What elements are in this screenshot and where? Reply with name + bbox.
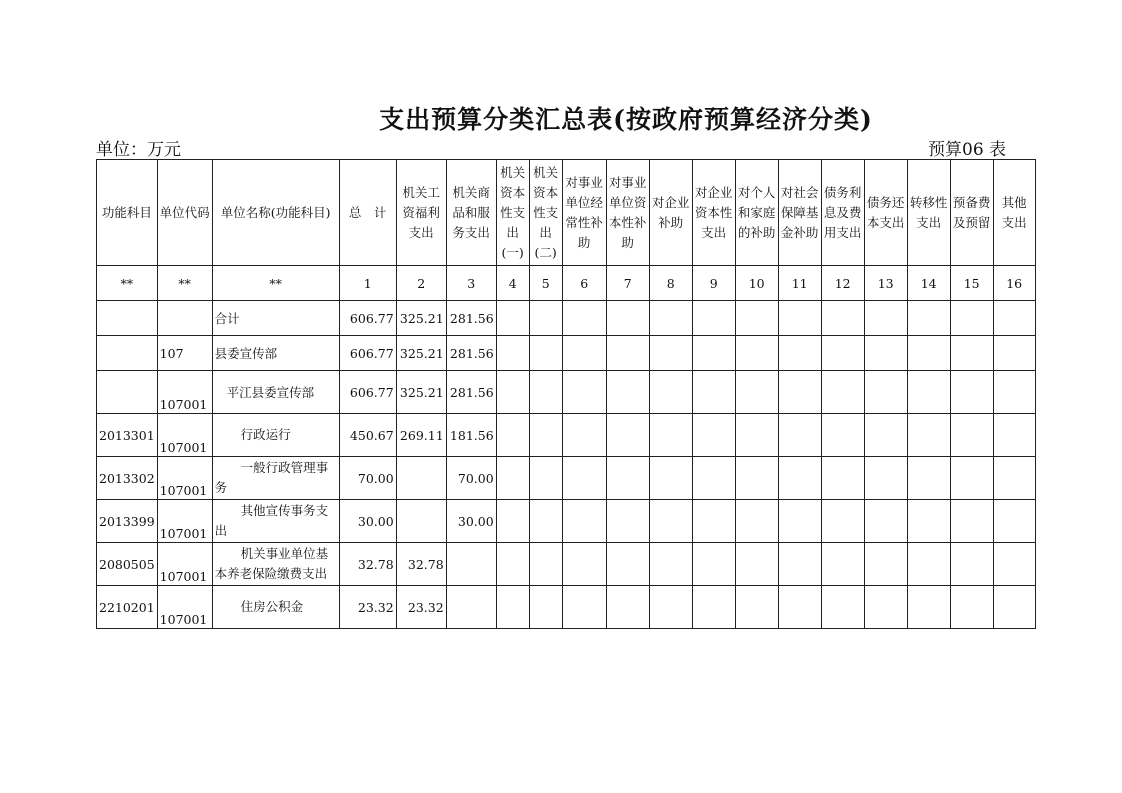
wages-cell [396, 500, 446, 543]
empty-cell [735, 301, 778, 336]
empty-cell [864, 301, 907, 336]
index-cell: 3 [446, 266, 496, 301]
empty-cell [529, 301, 562, 336]
empty-cell [950, 336, 993, 371]
column-header: 债务还本支出 [864, 160, 907, 266]
empty-cell [606, 457, 649, 500]
empty-cell [950, 500, 993, 543]
empty-cell [778, 414, 821, 457]
empty-cell [562, 371, 606, 414]
empty-cell [649, 371, 692, 414]
empty-cell [907, 301, 950, 336]
empty-cell [778, 457, 821, 500]
column-header: 总 计 [339, 160, 396, 266]
budget-table [96, 159, 1036, 629]
index-cell: 15 [950, 266, 993, 301]
empty-cell [649, 301, 692, 336]
total-cell: 450.67 [339, 414, 396, 457]
empty-cell [606, 301, 649, 336]
index-cell: 8 [649, 266, 692, 301]
empty-cell [735, 457, 778, 500]
empty-cell [562, 414, 606, 457]
empty-cell [778, 371, 821, 414]
goods-services-cell: 281.56 [446, 371, 496, 414]
function-code-cell [97, 336, 158, 371]
table-row [97, 543, 1036, 586]
index-cell: 6 [562, 266, 606, 301]
unit-label: 单位：万元 [96, 140, 181, 160]
index-cell: 2 [396, 266, 446, 301]
empty-cell [496, 301, 529, 336]
goods-services-cell: 281.56 [446, 301, 496, 336]
unit-code-cell: 107001 [157, 586, 212, 629]
empty-cell [778, 336, 821, 371]
column-header: 其他支出 [993, 160, 1035, 266]
header-row [97, 160, 1036, 266]
empty-cell [735, 336, 778, 371]
function-code-cell: 2080505 [97, 543, 158, 586]
index-cell: 9 [692, 266, 735, 301]
unit-name-cell: 住房公积金 [212, 586, 339, 629]
unit-code-cell [157, 301, 212, 336]
empty-cell [606, 336, 649, 371]
empty-cell [950, 414, 993, 457]
empty-cell [692, 414, 735, 457]
column-header: 机关工资福利支出 [396, 160, 446, 266]
empty-cell [496, 500, 529, 543]
column-header: 对事业单位经常性补助 [562, 160, 606, 266]
index-cell: 12 [821, 266, 864, 301]
goods-services-cell [446, 586, 496, 629]
empty-cell [907, 457, 950, 500]
empty-cell [821, 336, 864, 371]
goods-services-cell: 281.56 [446, 336, 496, 371]
column-header: 机关资本性支出(二) [529, 160, 562, 266]
empty-cell [864, 457, 907, 500]
empty-cell [778, 586, 821, 629]
empty-cell [496, 371, 529, 414]
column-header: 预备费及预留 [950, 160, 993, 266]
table-row [97, 371, 1036, 414]
unit-code-cell: 107001 [157, 371, 212, 414]
empty-cell [496, 336, 529, 371]
table-row [97, 586, 1036, 629]
empty-cell [496, 586, 529, 629]
empty-cell [778, 301, 821, 336]
index-cell: 1 [339, 266, 396, 301]
total-cell: 606.77 [339, 336, 396, 371]
column-header: 机关资本性支出(一) [496, 160, 529, 266]
empty-cell [950, 457, 993, 500]
index-cell: ** [212, 266, 339, 301]
function-code-cell: 2013301 [97, 414, 158, 457]
empty-cell [993, 336, 1035, 371]
index-cell: 7 [606, 266, 649, 301]
empty-cell [950, 371, 993, 414]
empty-cell [529, 371, 562, 414]
empty-cell [692, 301, 735, 336]
empty-cell [778, 500, 821, 543]
index-cell: 13 [864, 266, 907, 301]
total-cell: 70.00 [339, 457, 396, 500]
unit-code-cell: 107 [157, 336, 212, 371]
empty-cell [606, 414, 649, 457]
empty-cell [692, 500, 735, 543]
empty-cell [496, 543, 529, 586]
function-code-cell [97, 301, 158, 336]
column-header: 债务利息及费用支出 [821, 160, 864, 266]
empty-cell [950, 586, 993, 629]
empty-cell [735, 543, 778, 586]
empty-cell [864, 414, 907, 457]
column-header: 对社会保障基金补助 [778, 160, 821, 266]
wages-cell: 325.21 [396, 371, 446, 414]
empty-cell [993, 414, 1035, 457]
empty-cell [692, 336, 735, 371]
page-title: 支出预算分类汇总表(按政府预算经济分类) [379, 105, 873, 134]
unit-name-cell: 机关事业单位基本养老保险缴费支出 [212, 543, 339, 586]
total-cell: 606.77 [339, 371, 396, 414]
empty-cell [649, 543, 692, 586]
empty-cell [907, 500, 950, 543]
total-cell: 30.00 [339, 500, 396, 543]
empty-cell [735, 414, 778, 457]
empty-cell [649, 414, 692, 457]
empty-cell [529, 336, 562, 371]
empty-cell [778, 543, 821, 586]
empty-cell [821, 543, 864, 586]
index-cell: 11 [778, 266, 821, 301]
goods-services-cell: 70.00 [446, 457, 496, 500]
empty-cell [649, 457, 692, 500]
empty-cell [821, 301, 864, 336]
index-cell: 10 [735, 266, 778, 301]
empty-cell [562, 301, 606, 336]
empty-cell [529, 500, 562, 543]
empty-cell [562, 543, 606, 586]
unit-code-cell: 107001 [157, 457, 212, 500]
function-code-cell: 2013302 [97, 457, 158, 500]
empty-cell [864, 336, 907, 371]
index-cell: 16 [993, 266, 1035, 301]
wages-cell: 32.78 [396, 543, 446, 586]
empty-cell [692, 457, 735, 500]
table-row [97, 457, 1036, 500]
total-cell: 23.32 [339, 586, 396, 629]
unit-name-cell: 一般行政管理事务 [212, 457, 339, 500]
column-header: 单位代码 [157, 160, 212, 266]
empty-cell [821, 457, 864, 500]
empty-cell [907, 371, 950, 414]
goods-services-cell: 30.00 [446, 500, 496, 543]
empty-cell [993, 586, 1035, 629]
empty-cell [529, 543, 562, 586]
empty-cell [950, 543, 993, 586]
empty-cell [821, 371, 864, 414]
empty-cell [993, 371, 1035, 414]
function-code-cell [97, 371, 158, 414]
empty-cell [735, 371, 778, 414]
unit-name-cell: 县委宣传部 [212, 336, 339, 371]
column-header: 单位名称(功能科目) [212, 160, 339, 266]
table-body [97, 301, 1036, 629]
empty-cell [993, 500, 1035, 543]
empty-cell [950, 301, 993, 336]
empty-cell [907, 586, 950, 629]
empty-cell [907, 336, 950, 371]
empty-cell [529, 457, 562, 500]
function-code-cell: 2013399 [97, 500, 158, 543]
column-header: 功能科目 [97, 160, 158, 266]
goods-services-cell: 181.56 [446, 414, 496, 457]
table-row [97, 301, 1036, 336]
empty-cell [692, 586, 735, 629]
column-header: 对企业资本性支出 [692, 160, 735, 266]
unit-code-cell: 107001 [157, 500, 212, 543]
empty-cell [562, 586, 606, 629]
table-number: 预算06 表 [928, 140, 1007, 160]
unit-code-cell: 107001 [157, 414, 212, 457]
unit-name-cell: 行政运行 [212, 414, 339, 457]
wages-cell [396, 457, 446, 500]
unit-code-cell: 107001 [157, 543, 212, 586]
empty-cell [649, 500, 692, 543]
empty-cell [864, 371, 907, 414]
wages-cell: 325.21 [396, 336, 446, 371]
index-cell: ** [97, 266, 158, 301]
empty-cell [864, 543, 907, 586]
wages-cell: 325.21 [396, 301, 446, 336]
index-cell: ** [157, 266, 212, 301]
index-cell: 4 [496, 266, 529, 301]
table-row [97, 414, 1036, 457]
index-cell: 14 [907, 266, 950, 301]
wages-cell: 23.32 [396, 586, 446, 629]
empty-cell [649, 586, 692, 629]
empty-cell [562, 336, 606, 371]
empty-cell [606, 586, 649, 629]
empty-cell [864, 500, 907, 543]
empty-cell [606, 543, 649, 586]
empty-cell [821, 500, 864, 543]
empty-cell [496, 414, 529, 457]
column-header: 转移性支出 [907, 160, 950, 266]
column-header: 对个人和家庭的补助 [735, 160, 778, 266]
empty-cell [735, 500, 778, 543]
goods-services-cell [446, 543, 496, 586]
column-header: 机关商品和服务支出 [446, 160, 496, 266]
empty-cell [606, 371, 649, 414]
unit-name-cell: 合计 [212, 301, 339, 336]
table-row [97, 500, 1036, 543]
empty-cell [649, 336, 692, 371]
empty-cell [562, 500, 606, 543]
empty-cell [864, 586, 907, 629]
empty-cell [993, 301, 1035, 336]
total-cell: 606.77 [339, 301, 396, 336]
empty-cell [821, 586, 864, 629]
empty-cell [821, 414, 864, 457]
empty-cell [496, 457, 529, 500]
empty-cell [562, 457, 606, 500]
empty-cell [529, 586, 562, 629]
empty-cell [692, 371, 735, 414]
empty-cell [735, 586, 778, 629]
index-cell: 5 [529, 266, 562, 301]
empty-cell [907, 414, 950, 457]
wages-cell: 269.11 [396, 414, 446, 457]
empty-cell [692, 543, 735, 586]
empty-cell [993, 543, 1035, 586]
total-cell: 32.78 [339, 543, 396, 586]
unit-name-cell: 其他宣传事务支出 [212, 500, 339, 543]
empty-cell [993, 457, 1035, 500]
empty-cell [606, 500, 649, 543]
function-code-cell: 2210201 [97, 586, 158, 629]
table-row [97, 336, 1036, 371]
empty-cell [907, 543, 950, 586]
index-row [97, 266, 1036, 301]
empty-cell [529, 414, 562, 457]
column-header: 对企业补助 [649, 160, 692, 266]
unit-name-cell: 平江县委宣传部 [212, 371, 339, 414]
column-header: 对事业单位资本性补助 [606, 160, 649, 266]
